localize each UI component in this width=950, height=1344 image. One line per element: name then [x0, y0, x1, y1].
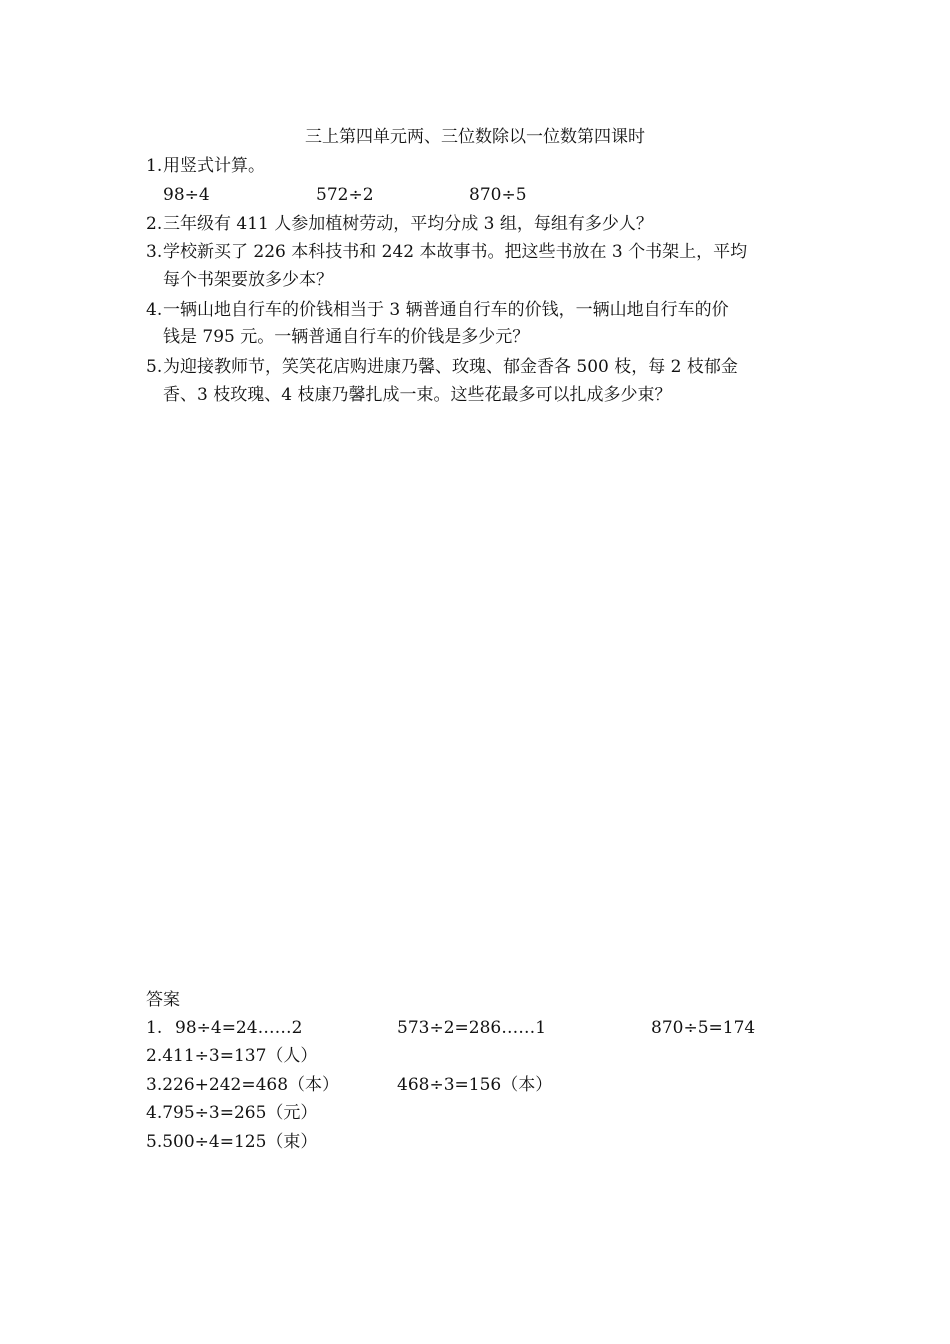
- answer-2: 2.411÷3=137（人）: [146, 1046, 318, 1066]
- question-5-number: 5.: [146, 357, 163, 377]
- answer-1-part-2: 573÷2=286……1: [397, 1018, 547, 1038]
- answer-1-number: 1.: [146, 1018, 163, 1038]
- exercise-1: 98÷4: [163, 185, 210, 205]
- exercise-2: 572÷2: [316, 185, 374, 205]
- answer-1-part-3: 870÷5=174: [651, 1018, 756, 1038]
- answer-5: 5.500÷4=125（束）: [146, 1132, 318, 1152]
- question-2-text: 三年级有 411 人参加植树劳动，平均分成 3 组，每组有多少人？: [163, 214, 653, 234]
- answer-3-part-1: 3.226+242=468（本）: [146, 1075, 340, 1095]
- answers-heading: 答案: [146, 990, 180, 1010]
- question-2-number: 2.: [146, 214, 163, 234]
- question-4-number: 4.: [146, 300, 163, 320]
- page-title: 三上第四单元两、三位数除以一位数第四课时: [305, 127, 645, 147]
- question-4-text-line-2: 钱是 795 元。一辆普通自行车的价钱是多少元？: [163, 327, 530, 347]
- answer-3-part-2: 468÷3=156（本）: [397, 1075, 553, 1095]
- question-4-text-line-1: 一辆山地自行车的价钱相当于 3 辆普通自行车的价钱，一辆山地自行车的价: [163, 300, 729, 320]
- answer-4: 4.795÷3=265（元）: [146, 1103, 318, 1123]
- question-3-text-line-2: 每个书架要放多少本？: [163, 270, 333, 290]
- question-5-text-line-2: 香、3 枝玫瑰、4 枝康乃馨扎成一束。这些花最多可以扎成多少束？: [163, 385, 672, 405]
- question-3-text-line-1: 学校新买了 226 本科技书和 242 本故事书。把这些书放在 3 个书架上，平均: [163, 242, 748, 262]
- question-5-text-line-1: 为迎接教师节，笑笑花店购进康乃馨、玫瑰、郁金香各 500 枝，每 2 枝郁金: [163, 357, 738, 377]
- question-3-number: 3.: [146, 242, 163, 262]
- exercise-3: 870÷5: [469, 185, 527, 205]
- answer-1-part-1: 98÷4=24……2: [175, 1018, 303, 1038]
- question-1-text: 用竖式计算。: [163, 156, 265, 176]
- question-1-number: 1.: [146, 156, 163, 176]
